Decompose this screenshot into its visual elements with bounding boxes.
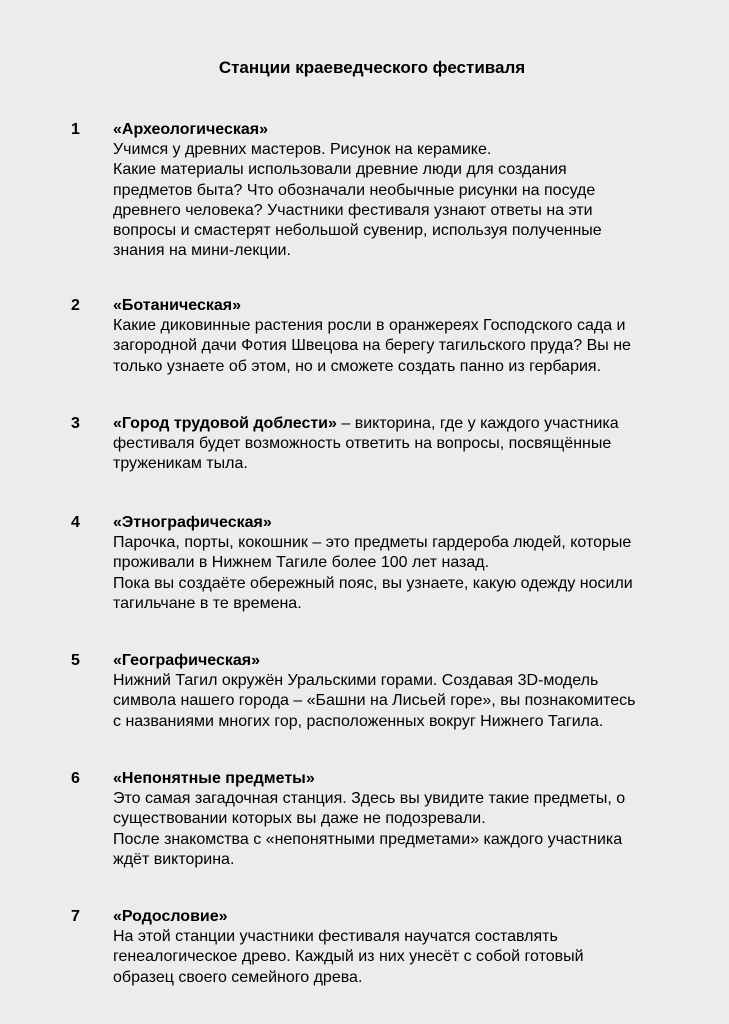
station-number: 4 — [71, 514, 80, 531]
station-name: «Ботаническая» — [113, 297, 242, 314]
station-text-line: генеалогическое древо. Каждый из них унесёт с собой готовый — [113, 948, 584, 966]
station-text-line: ждёт викторина. — [113, 850, 235, 868]
station-number: 2 — [71, 297, 80, 314]
station-text-line: проживали в Нижнем Тагиле более 100 лет назад. — [113, 554, 490, 572]
station-text-line: Учимся у древних мастеров. Рисунок на керамике. — [113, 141, 492, 159]
station-text-line: фестиваля будет возможность ответить на вопросы, посвящённые — [113, 435, 612, 453]
station-text-line: предметов быта? Что обозначали необычные рисунки на посуде — [113, 181, 596, 199]
station-text-line: символа нашего города – «Башни на Лисьей горе», вы познакомитесь — [113, 692, 636, 710]
station-content — [113, 120, 693, 261]
station-text-line: с названиями многих гор, расположенных вокруг Нижнего Тагила. — [113, 712, 604, 730]
station-text-line: После знакомства с «непонятными предметами» каждого участника — [113, 830, 623, 848]
station-text-line: тагильчане в те времена. — [113, 594, 302, 612]
station-content — [113, 769, 693, 870]
station-text-line: только узнаете об этом, но и сможете создать панно из гербария. — [113, 357, 602, 375]
station-name-suffix: – викторина, где у каждого участника — [336, 415, 619, 432]
station-text-line: труженикам тыла. — [113, 455, 248, 473]
station-name: «Археологическая» — [113, 121, 269, 138]
station-text-line: знания на мини-лекции. — [113, 242, 291, 260]
station-text-line: образец своего семейного древа. — [113, 968, 363, 986]
station-text-line: Парочка, порты, кокошник – это предметы гардероба людей, которые — [113, 534, 632, 552]
station-content — [113, 907, 693, 988]
station-text-line: Это самая загадочная станция. Здесь вы увидите такие предметы, о — [113, 790, 626, 808]
station-text-line: существовании которых вы даже не подозревали. — [113, 810, 486, 828]
station-number: 6 — [71, 770, 80, 787]
station-text-line: вопросы и смастерят небольшой сувенир, используя полученные — [113, 222, 602, 240]
station-text-line: На этой станции участники фестиваля научатся составлять — [113, 928, 558, 946]
station-name: «Непонятные предметы» — [113, 770, 315, 787]
station-number: 7 — [71, 908, 80, 925]
station-number: 3 — [71, 415, 80, 432]
station-name: «Этнографическая» — [113, 514, 272, 531]
station-text-line: загородной дачи Фотия Швецова на берегу тагильского пруда? Вы не — [113, 337, 631, 355]
station-number: 1 — [71, 121, 80, 138]
station-text-line: Нижний Тагил окружён Уральскими горами. Создавая 3D-модель — [113, 672, 599, 690]
station-heading-line — [113, 414, 693, 434]
station-name: «Родословие» — [113, 908, 228, 925]
station-content — [113, 513, 693, 614]
station-number: 5 — [71, 652, 80, 669]
station-content — [113, 296, 693, 377]
station-text-line: Какие диковинные растения росли в оранжереях Господского сада и — [113, 317, 626, 335]
station-text-line: древнего человека? Участники фестиваля узнают ответы на эти — [113, 201, 593, 219]
page-title: Станции краеведческого фестиваля — [218, 58, 526, 77]
station-content — [113, 651, 693, 732]
station-text-line: Какие материалы использовали древние люди для создания — [113, 161, 567, 179]
station-name: «Город трудовой доблести» — [113, 415, 337, 432]
station-content — [113, 414, 693, 475]
station-name: «Географическая» — [113, 652, 261, 669]
station-text-line: Пока вы создаёте обережный пояс, вы узнаете, какую одежду носили — [113, 574, 633, 592]
